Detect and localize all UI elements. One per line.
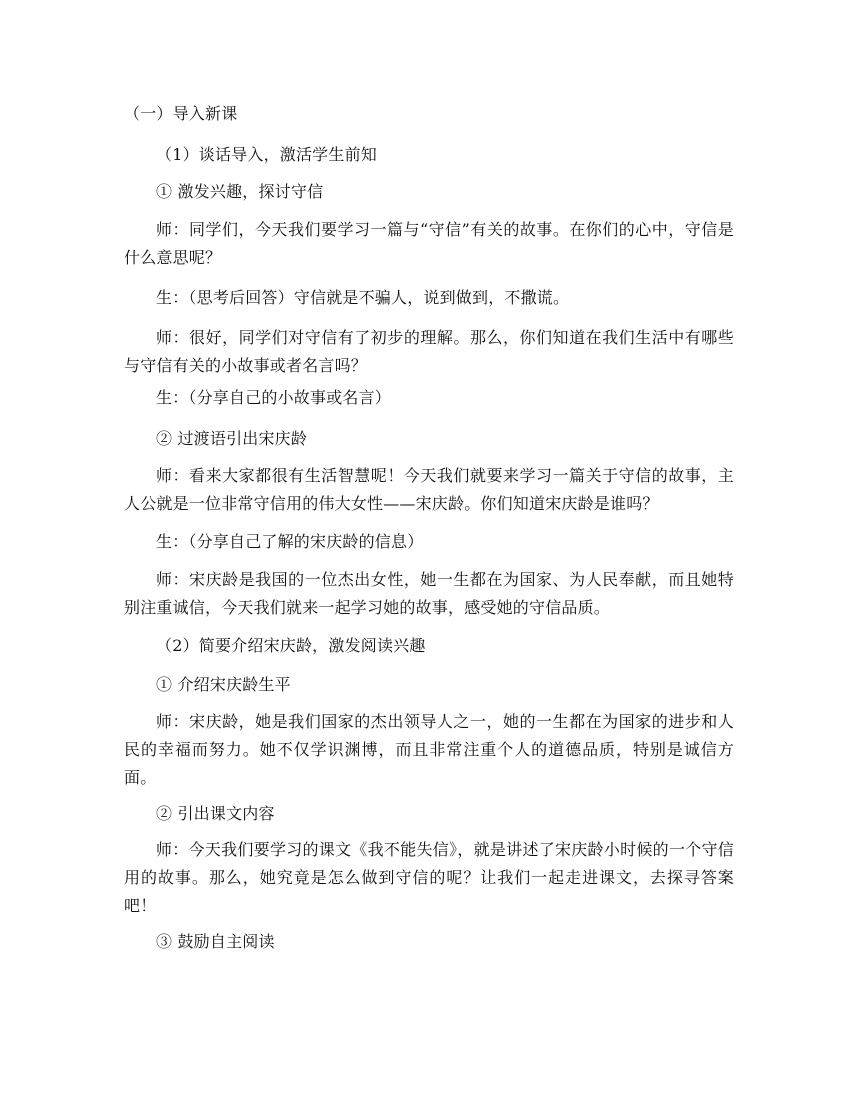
- paragraph-student-share: 生：（分享自己的小故事或名言）: [156, 388, 392, 407]
- paragraph-student-info: 生：（分享自己了解的宋庆龄的信息）: [156, 532, 424, 551]
- paragraph-text-intro: 师：今天我们要学习的课文《我不能失信》，就是讲述了宋庆龄小时候的一个守信用的故事。那么，她究竟是怎么做到守信的呢？让我们一起走进课文，去探寻答案吧！: [124, 840, 734, 915]
- paragraph-teacher-followup: 师：很好，同学们对守信有了初步的理解。那么，你们知道在我们生活中有哪些与守信有关的小故事或者名言吗？: [124, 328, 734, 375]
- subsection-heading-2: （2）简要介绍宋庆龄，激发阅读兴趣: [156, 636, 426, 655]
- section-title: （一）导入新课: [124, 104, 238, 123]
- paragraph-student-answer: 生：（思考后回答）守信就是不骗人，说到做到，不撒谎。: [156, 288, 570, 307]
- list-item-text-content: ② 引出课文内容: [156, 804, 275, 823]
- list-item-transition: ② 过渡语引出宋庆龄: [156, 429, 308, 448]
- list-item-independent-reading: ③ 鼓励自主阅读: [156, 932, 275, 951]
- paragraph-teacher-transition: 师：看来大家都很有生活智慧呢！今天我们就要来学习一篇关于守信的故事，主人公就是一位非常守信用的伟大女性——宋庆龄。你们知道宋庆龄是谁吗？: [124, 466, 734, 513]
- list-item-biography: ① 介绍宋庆龄生平: [156, 675, 291, 694]
- paragraph-biography: 师：宋庆龄，她是我们国家的杰出领导人之一，她的一生都在为国家的进步和人民的幸福而努力。她不仅学识渊博，而且非常注重个人的道德品质，特别是诚信方面。: [124, 712, 734, 787]
- list-item-encourage-interest: ① 激发兴趣，探讨守信: [156, 182, 324, 201]
- paragraph-teacher-intro: 师：同学们，今天我们要学习一篇与“守信”有关的故事。在你们的心中，守信是什么意思呢？: [124, 220, 734, 267]
- paragraph-teacher-song-intro: 师：宋庆龄是我国的一位杰出女性，她一生都在为国家、为人民奉献，而且她特别注重诚信，今天我们就来一起学习她的故事，感受她的守信品质。: [124, 570, 734, 617]
- subsection-heading-1: （1）谈话导入，激活学生前知: [156, 145, 377, 164]
